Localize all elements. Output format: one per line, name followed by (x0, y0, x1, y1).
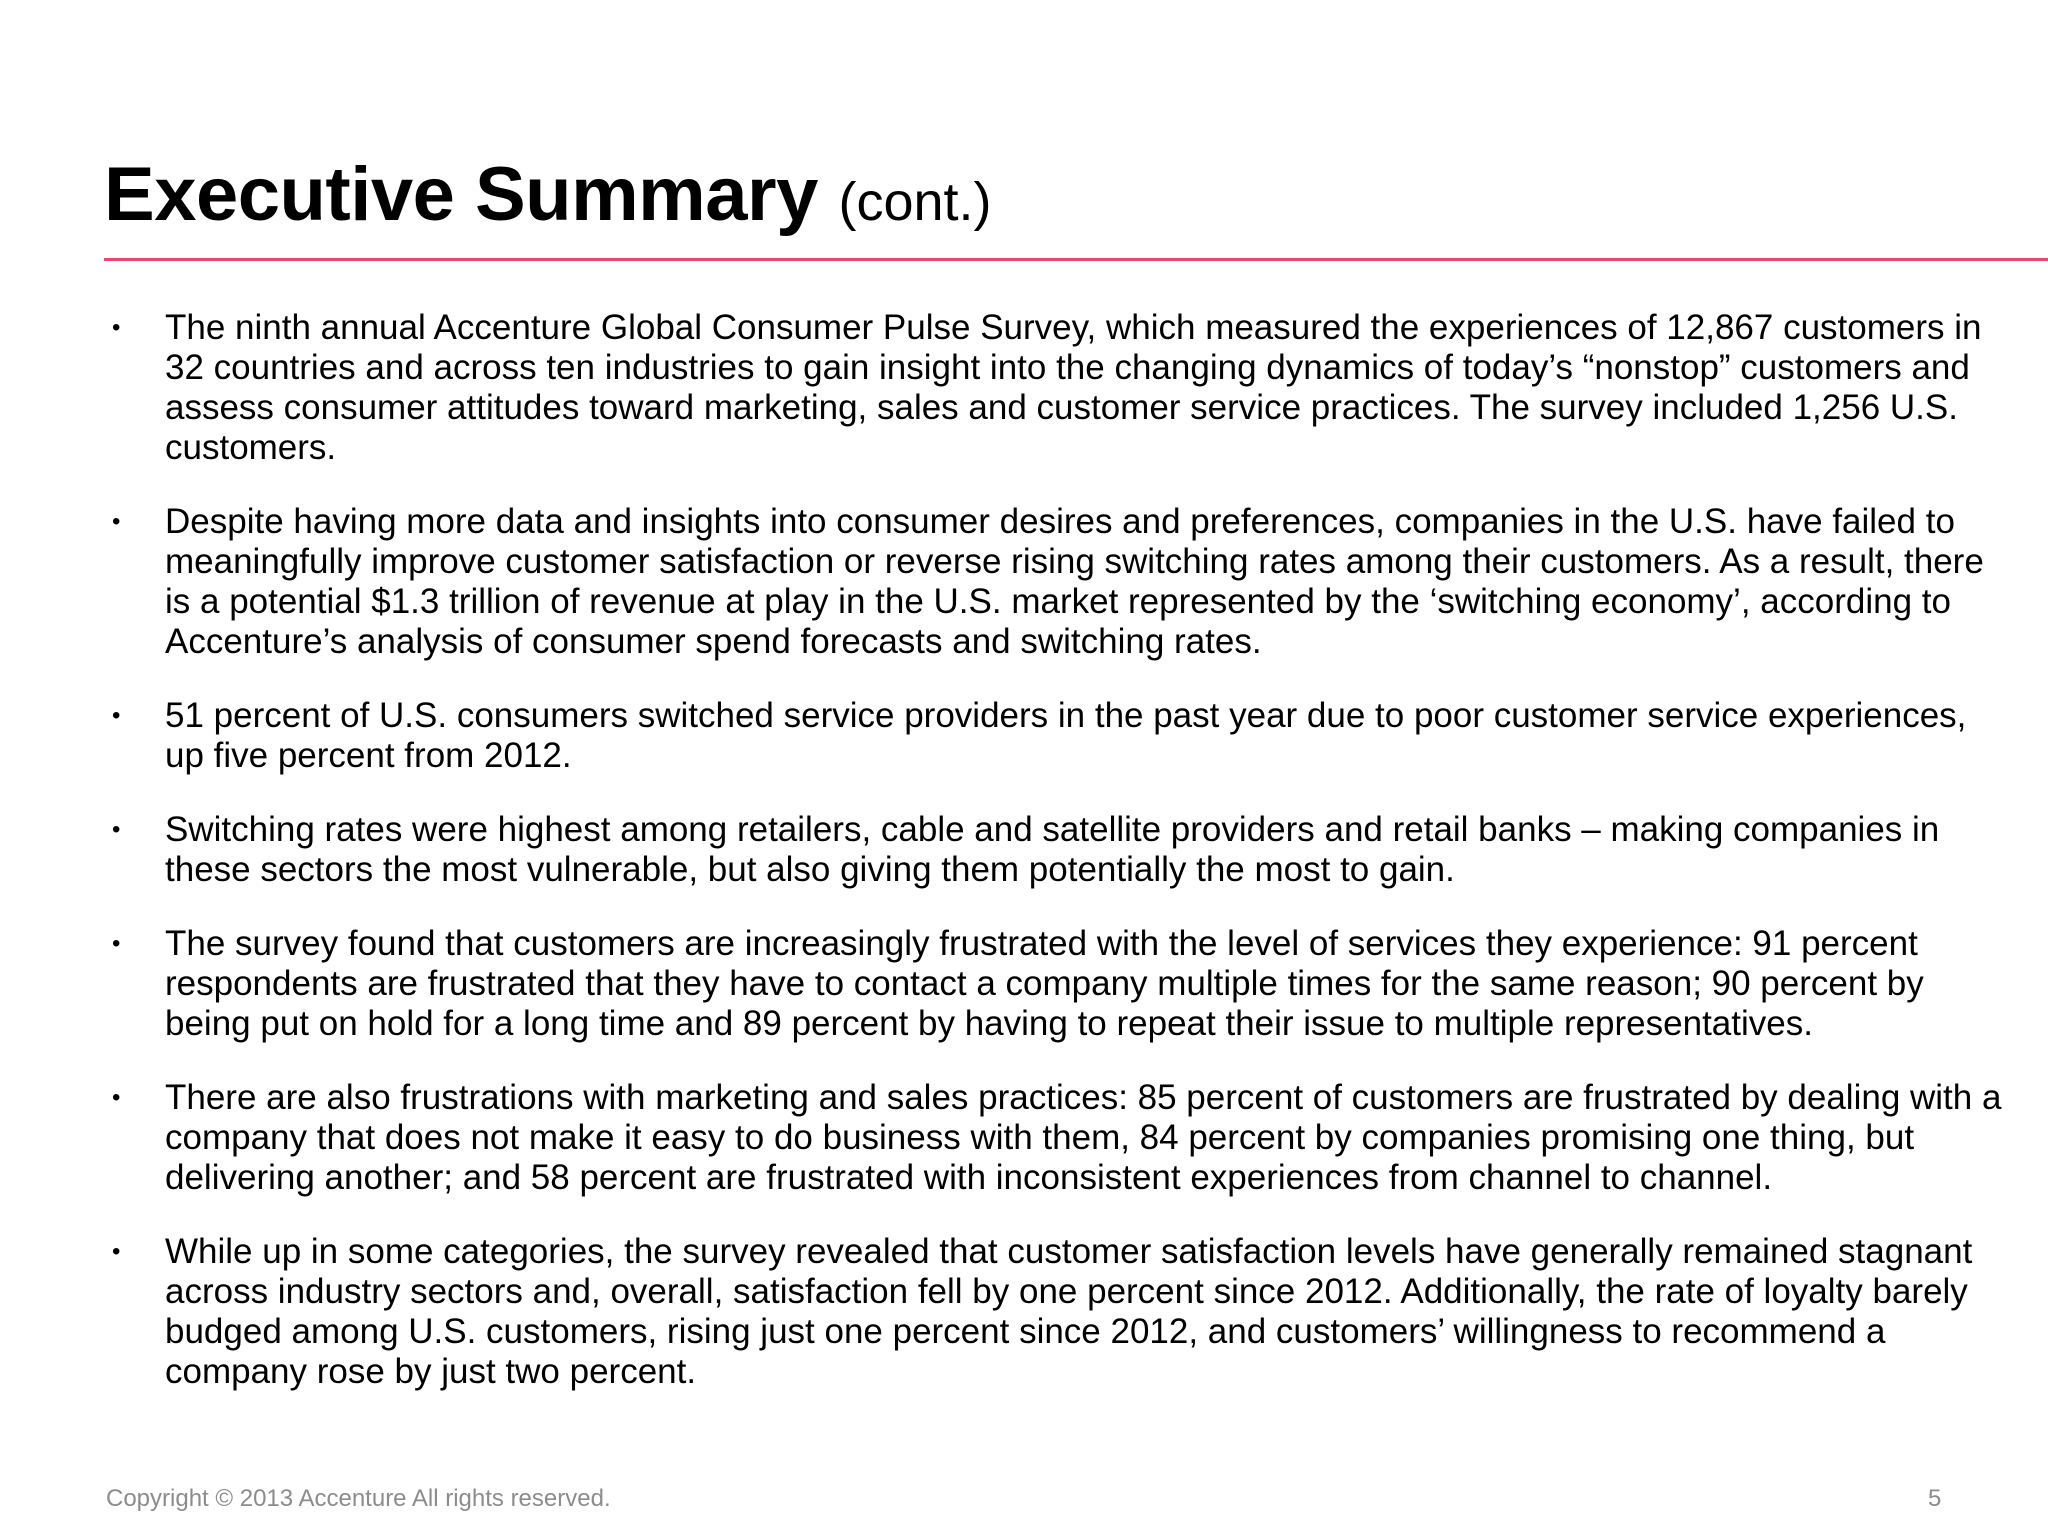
bullet-text: The ninth annual Accenture Global Consumer Pulse Survey, which measured the experiences of 12,867 customers in 32 countries and across ten industries to gain insight into the changing dynamics of today’s “nonstop” customers and assess consumer attitudes toward marketing, sales and customer service practices. The survey included 1,256 U.S. customers. (165, 308, 1982, 467)
bullet-text: 51 percent of U.S. consumers switched service providers in the past year due to poor customer service experiences, up five percent from 2012. (165, 696, 1967, 775)
footer-copyright: Copyright © 2013 Accenture All rights reserved. (106, 1485, 611, 1512)
bullet-marker: • (112, 816, 121, 843)
bullet-text: The survey found that customers are increasingly frustrated with the level of services they experience: 91 percent respondents are frustrated that they have to contact a company multiple times for the same reason; 90 percent by being put on hold for a long time and 89 percent by having to repeat their issue to multiple representatives. (165, 924, 1924, 1043)
bullet-marker: • (112, 930, 121, 957)
slide-title (104, 150, 992, 247)
bullet-marker: • (112, 702, 121, 729)
bullet-item-switching-economy (104, 502, 2004, 662)
bullet-marker: • (112, 508, 121, 535)
title-divider (104, 258, 2048, 261)
bullet-text: Switching rates were highest among retailers, cable and satellite providers and retail banks – making companies in these sectors the most vulnerable, but also giving them potentially the most to gain. (165, 810, 1940, 889)
bullet-item-switched-providers (104, 696, 2004, 776)
bullet-item-marketing-frustrations (104, 1078, 2004, 1198)
bullet-list (104, 308, 2004, 1426)
bullet-text: Despite having more data and insights into consumer desires and preferences, companies in the U.S. have failed to meaningfully improve customer satisfaction or reverse rising switching rates among their customers. As a result, there is a potential $1.3 trillion of revenue at play in the U.S. market represented by the ‘switching economy’, according to Accenture’s analysis of consumer spend forecasts and switching rates. (165, 502, 1984, 661)
slide-title-suffix: (cont.) (838, 172, 992, 232)
bullet-item-switching-rates (104, 810, 2004, 890)
bullet-text: There are also frustrations with marketing and sales practices: 85 percent of customers are frustrated by dealing with a company that does not make it easy to do business with them, 84 percent by companies promising one thing, but delivering another; and 58 percent are frustrated with inconsistent experiences from channel to channel. (165, 1078, 2002, 1197)
bullet-item-service-frustrations (104, 924, 2004, 1044)
bullet-marker: • (112, 1238, 121, 1265)
bullet-item-satisfaction-levels (104, 1232, 2004, 1392)
page-number: 5 (1928, 1485, 1942, 1512)
bullet-marker: • (112, 314, 121, 341)
bullet-item-survey-overview (104, 308, 2004, 468)
slide-title-main: Executive Summary (104, 152, 818, 237)
bullet-marker: • (112, 1084, 121, 1111)
bullet-text: While up in some categories, the survey revealed that customer satisfaction levels have generally remained stagnant across industry sectors and, overall, satisfaction fell by one percent since 2012. Additionally, the rate of loyalty barely budged among U.S. customers, rising just one percent since 2012, and customers’ willingness to recommend a company rose by just two percent. (165, 1232, 1973, 1391)
